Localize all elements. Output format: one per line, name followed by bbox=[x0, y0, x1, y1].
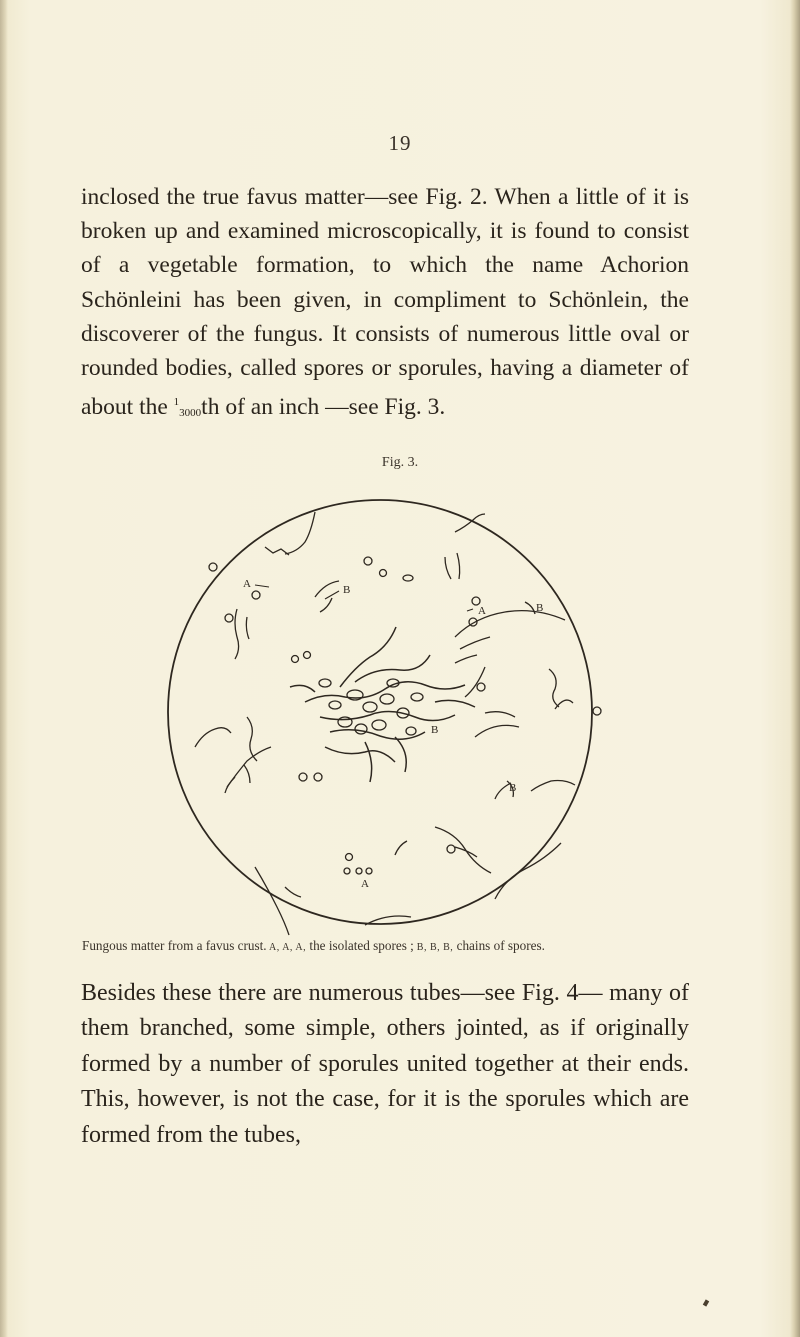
caption-main: Fungous matter from a favus crust. bbox=[82, 938, 267, 953]
label-b-4: B bbox=[509, 782, 517, 794]
caption-end: chains of spores. bbox=[453, 938, 545, 953]
label-pointer-lines bbox=[255, 585, 473, 611]
caption-b-letters: B, B, B, bbox=[413, 942, 454, 953]
caption-mid: the isolated spores ; bbox=[306, 938, 414, 953]
central-spore-mass bbox=[290, 627, 475, 782]
label-a-1: A bbox=[243, 578, 251, 590]
label-a-2: A bbox=[478, 605, 486, 617]
label-b-1: B bbox=[343, 584, 351, 596]
ink-speck bbox=[703, 1299, 709, 1306]
label-b-2: B bbox=[536, 602, 544, 614]
label-b-3: B bbox=[431, 724, 439, 736]
page-edge-shadow bbox=[790, 0, 800, 1337]
caption-a-letters: A, A, A, bbox=[266, 942, 307, 953]
spore-clusters bbox=[319, 679, 423, 735]
microscope-field-illustration bbox=[155, 487, 605, 937]
fraction-denominator: 3000 bbox=[179, 407, 202, 420]
paragraph-spores bbox=[81, 180, 689, 430]
paragraph-spores-text-a: inclosed the true favus matter—see Fig. 2. When a little of it is broken up and examined microscopically, it is found to consist of a vegetable formation, to which the name Achorion Schönleini has been given, in compliment to Schönlein, the discoverer of the fungus. It consists of numerous little oval or rounded bodies, called spores or sporules, having a diameter of about the bbox=[81, 184, 689, 421]
paragraph-spores-text-b: th of an inch —see Fig. 3. bbox=[201, 394, 446, 421]
paragraph-tubes: Besides these there are numerous tubes—see Fig. 4— many of them branched, some simple, others jointed, as if originally formed by a number of sporules united together at their ends. This, however, is not the case, for it is the sporules which are formed from the tubes, bbox=[81, 980, 689, 1148]
fraction-numerator: 1 bbox=[173, 396, 180, 409]
page-number: 19 bbox=[388, 131, 412, 155]
label-a-3: A bbox=[361, 878, 369, 890]
figure-caption bbox=[82, 938, 722, 954]
figure-label: Fig. 3. bbox=[381, 455, 419, 470]
page-binding-shadow bbox=[0, 0, 8, 1337]
